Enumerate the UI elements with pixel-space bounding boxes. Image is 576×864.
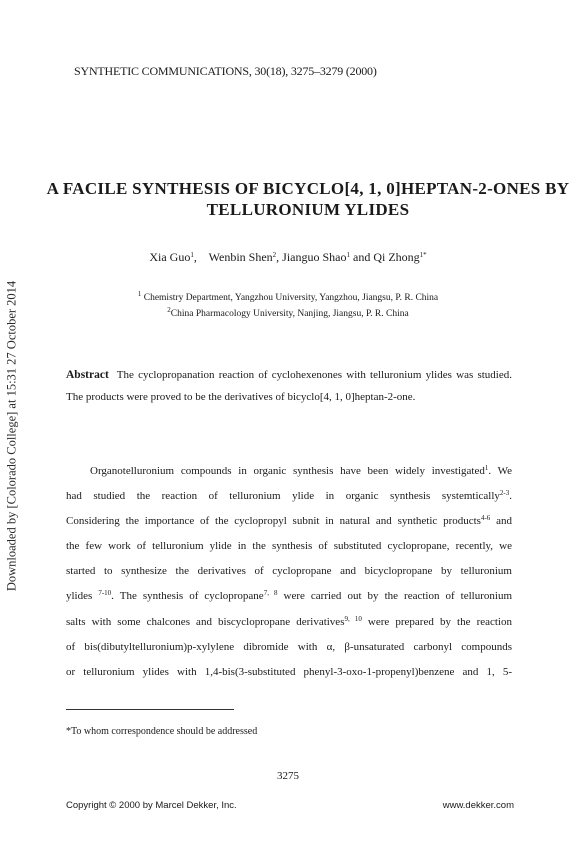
body-text-run: or telluronium ylides with 1,4-bis(3-substituted phenyl-3-oxo-1-propenyl)benzene and 1, 5-	[66, 665, 512, 678]
citation-mark: 2-3	[499, 489, 510, 498]
author-separator: and	[353, 250, 371, 264]
body-text	[66, 459, 512, 685]
affiliation-mark: 1	[137, 290, 142, 298]
author-affiliation-mark: 1*	[419, 251, 427, 259]
abstract	[66, 364, 512, 408]
publisher-website: www.dekker.com	[442, 800, 514, 811]
body-line	[66, 660, 512, 685]
body-line	[66, 635, 512, 660]
citation-mark: 4-6	[480, 514, 491, 523]
body-text-run: . The synthesis of cyclopropane	[111, 590, 264, 603]
abstract-label: Abstract	[66, 369, 109, 381]
author-name: Wenbin Shen	[208, 250, 273, 264]
author-name: Xia Guo	[149, 250, 191, 264]
download-watermark-text: Downloaded by [Colorado College] at 15:31 27 October 2014	[4, 280, 19, 592]
citation-mark: 1	[484, 464, 489, 472]
body-text-run: ylides	[66, 590, 99, 603]
author-separator: ,	[193, 250, 197, 264]
body-line	[66, 534, 512, 559]
body-line	[66, 559, 512, 584]
body-text-run: were carried out by the reaction of telluronium	[277, 590, 513, 603]
footnote-divider	[66, 709, 234, 710]
body-line	[66, 509, 512, 534]
affiliation-text: China Pharmacology University, Nanjing, Jiangsu, P. R. China	[170, 309, 409, 319]
citation-mark: 9, 10	[344, 614, 362, 623]
author-name: Qi Zhong	[373, 250, 420, 264]
body-text-run: and	[490, 515, 512, 528]
affiliation-mark: 2	[167, 306, 171, 314]
body-text-run: the few work of telluronium ylide in the synthesis of substituted cyclopropane, recently, we	[66, 540, 512, 553]
page-number: 3275	[277, 770, 299, 782]
body-text-run: Organotelluronium compounds in organic synthesis have been widely investigated	[90, 465, 485, 477]
affiliation	[0, 290, 576, 303]
citation-mark: 7-10	[98, 589, 112, 598]
body-text-run: Considering the importance of the cyclopropyl subnit in natural and synthetic products	[66, 515, 481, 528]
body-line	[66, 610, 512, 635]
body-text-run: were prepared by the reaction	[361, 615, 512, 628]
author-separator: ,	[276, 250, 280, 264]
body-line	[66, 484, 512, 509]
journal-header: SYNTHETIC COMMUNICATIONS, 30(18), 3275–3279 (2000)	[74, 64, 377, 78]
author-name: Jianguo Shao	[282, 250, 347, 264]
footnote: *To whom correspondence should be addressed	[66, 726, 258, 737]
download-watermark	[0, 0, 24, 864]
affiliation-text: Chemistry Department, Yangzhou University, Yangzhou, Jiangsu, P. R. China	[143, 293, 439, 303]
body-text-run: . We	[488, 465, 512, 477]
author-affiliation-mark: 2	[272, 251, 277, 259]
body-text-run: salts with some chalcones and biscyclopropane derivatives	[66, 615, 345, 628]
author-affiliation-mark: 1	[190, 251, 194, 259]
body-text-run: started to synthesize the derivatives of cyclopropane and bicyclopropane by telluronium	[66, 565, 512, 578]
body-text-run: had studied the reaction of telluronium ylide in organic synthesis systemtically	[66, 490, 500, 503]
body-line	[66, 459, 512, 484]
body-text-run: of bis(dibutyltelluronium)p-xylylene dibromide with α, β-unsaturated carbonyl compounds	[66, 640, 512, 653]
copyright: Copyright © 2000 by Marcel Dekker, Inc.	[66, 800, 237, 811]
body-line	[66, 584, 512, 609]
author-list	[0, 250, 576, 265]
affiliation	[0, 306, 576, 319]
citation-mark: 7, 8	[263, 589, 278, 598]
author-affiliation-mark: 1	[346, 251, 350, 259]
paper-title: A FACILE SYNTHESIS OF BICYCLO[4, 1, 0]HEPTAN-2-ONES BY TELLURONIUM YLIDES	[46, 179, 570, 219]
body-text-run: .	[509, 490, 512, 503]
abstract-text: The cyclopropanation reaction of cyclohexenones with telluronium ylides was studied. The products were proved to be the derivatives of bicyclo[4, 1, 0]heptan-2-one.	[66, 369, 512, 403]
